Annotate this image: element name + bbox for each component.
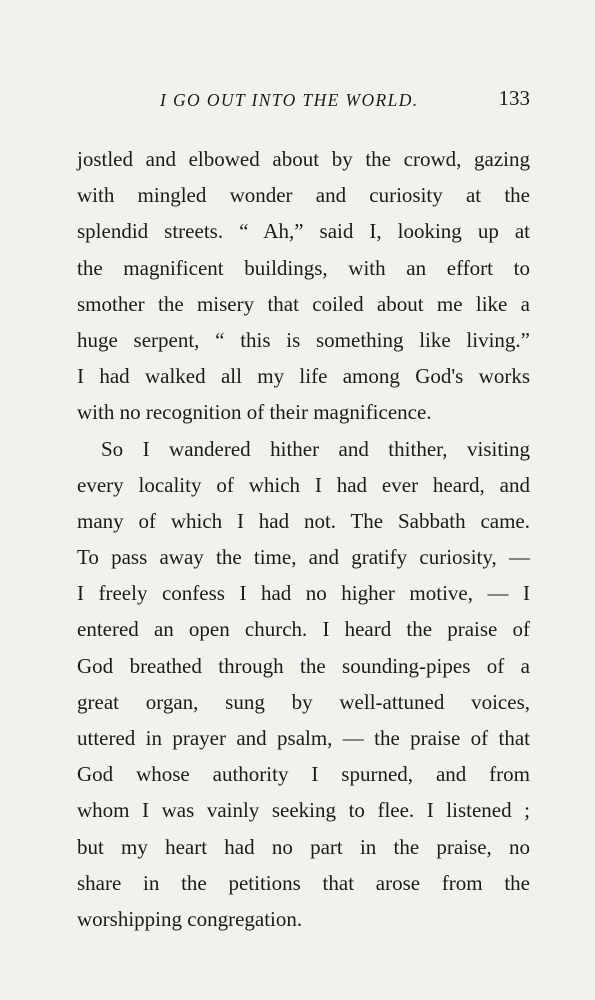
text-line: To pass away the time, and gratify curiosity, —	[77, 545, 530, 570]
running-title: I GO OUT INTO THE WORLD.	[160, 90, 419, 110]
text-line: God breathed through the sounding-pipes of a	[77, 653, 530, 678]
text-line: great organ, sung by well-attuned voices,	[77, 689, 530, 714]
text-line: God whose authority I spurned, and from	[77, 762, 530, 787]
text-line: splendid streets. “ Ah,” said I, looking up at	[77, 219, 530, 244]
text-line: smother the misery that coiled about me like a	[77, 291, 530, 316]
text-line: but my heart had no part in the praise, no	[77, 834, 530, 859]
paragraph-end-line: with no recognition of their magnificence.	[77, 400, 432, 425]
text-line: I freely confess I had no higher motive, — I	[77, 581, 530, 606]
paragraph-start-line: So I wandered hither and thither, visiting	[101, 436, 530, 461]
text-line: jostled and elbowed about by the crowd, gazing	[77, 147, 530, 171]
body-text	[77, 141, 530, 937]
text-line: uttered in prayer and psalm, — the praise of that	[77, 726, 530, 750]
text-line: share in the petitions that arose from the	[77, 870, 530, 895]
text-line: huge serpent, “ this is something like living.”	[77, 327, 530, 352]
page-number: 133	[498, 86, 530, 110]
text-line: entered an open church. I heard the praise of	[77, 617, 530, 642]
text-line: the magnificent buildings, with an effort to	[77, 255, 530, 280]
running-head	[75, 86, 530, 116]
text-line: I had walked all my life among God's works	[77, 364, 530, 389]
text-line: whom I was vainly seeking to flee. I listened ;	[77, 798, 530, 823]
text-line: every locality of which I had ever heard, and	[77, 472, 530, 497]
paragraph-end-line: worshipping congregation.	[77, 906, 303, 931]
text-line: many of which I had not. The Sabbath came.	[77, 508, 530, 533]
text-line: with mingled wonder and curiosity at the	[77, 183, 530, 208]
